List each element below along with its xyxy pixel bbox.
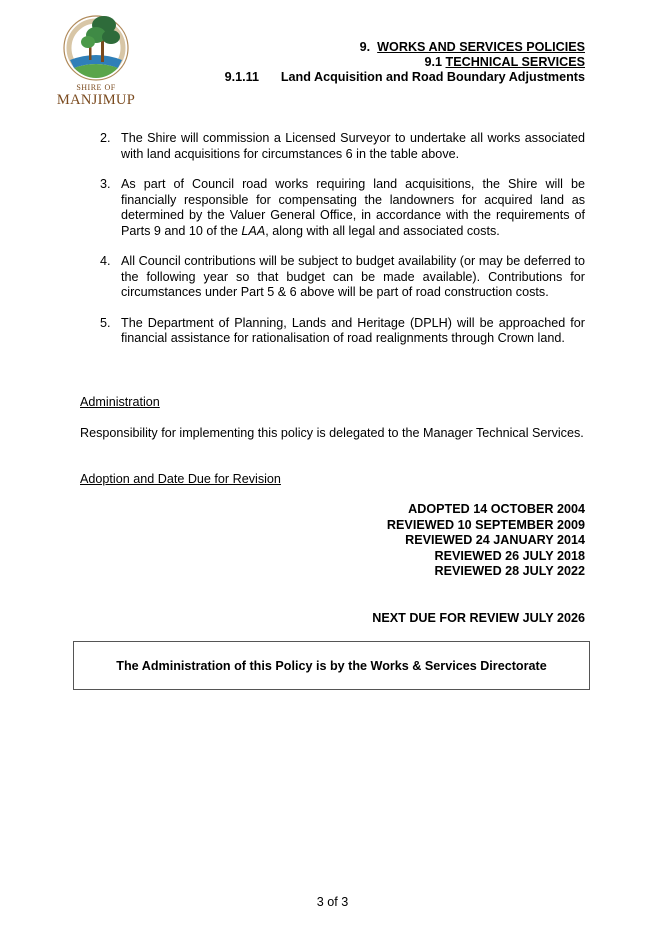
shire-emblem-icon: [56, 10, 136, 84]
header-policy-group: [360, 40, 585, 55]
adoption-dates: [387, 502, 585, 580]
list-item: [100, 177, 585, 239]
list-item-number: 4.: [100, 254, 111, 268]
next-review-date: NEXT DUE FOR REVIEW JULY 2026: [372, 611, 585, 625]
list-item-number: 2.: [100, 131, 111, 145]
administration-text: Responsibility for implementing this policy is delegated to the Manager Technical Services.: [80, 426, 584, 440]
list-item: [100, 131, 585, 162]
administration-heading: Administration: [80, 395, 160, 409]
header-policy-num: 9.1.11: [224, 70, 259, 84]
header-policy: [224, 70, 585, 85]
policy-list: [100, 131, 585, 362]
review-date: REVIEWED 10 SEPTEMBER 2009: [386, 517, 585, 532]
header-policy-title: Land Acquisition and Road Boundary Adjustments: [280, 70, 585, 84]
list-item-text-emphasis: LAA: [241, 223, 266, 238]
review-date: REVIEWED 26 JULY 2018: [434, 548, 585, 563]
list-item-text: The Department of Planning, Lands and Heritage (DPLH) will be approached for financial assistance for rationalisation of road realignments through Crown land.: [121, 315, 585, 345]
list-item-number: 3.: [100, 177, 111, 191]
administration-box: [73, 641, 590, 690]
header-policy-group-num: 9.: [359, 40, 371, 54]
adoption-heading: Adoption and Date Due for Revision: [80, 472, 281, 486]
review-date: REVIEWED 28 JULY 2022: [434, 564, 585, 578]
shire-logo: [56, 10, 136, 110]
review-date: REVIEWED 24 JANUARY 2014: [405, 533, 585, 547]
list-item-text: All Council contributions will be subject to budget availability (or may be deferred to the following year so that budget can be made available). Contributions for circumstances under Part 5 & 6 above will be part of road construction costs.: [121, 254, 585, 299]
list-item-text: The Shire will commission a Licensed Surveyor to undertake all works associated with land acquisitions for circumstances 6 in the table above.: [121, 131, 585, 161]
list-item-text-a: As part of Council road works requiring land acquisitions, the Shire will be financially responsible for compensating the landowners for acquired land as determined by the Valuer General Office, in accordance with the requirements of Parts 9 and 10 of the: [121, 177, 585, 238]
administration-box-text: The Administration of this Policy is by the Works & Services Directorate: [116, 658, 547, 673]
list-item-number: 5.: [100, 315, 111, 330]
header-policy-group-title: WORKS AND SERVICES POLICIES: [377, 40, 585, 54]
adoption-date: ADOPTED 14 OCTOBER 2004: [408, 502, 585, 516]
header-section-num: 9.1: [424, 55, 442, 69]
header-section-title: TECHNICAL SERVICES: [445, 55, 585, 69]
list-item: [100, 316, 585, 347]
list-item: [100, 254, 585, 301]
page-number: 3 of 3: [316, 895, 349, 909]
logo-line2: MANJIMUP: [56, 92, 136, 108]
header-section: [424, 55, 585, 70]
list-item-text-b: , along with all legal and associated costs.: [265, 223, 500, 238]
logo-line1: SHIRE OF: [76, 83, 116, 92]
